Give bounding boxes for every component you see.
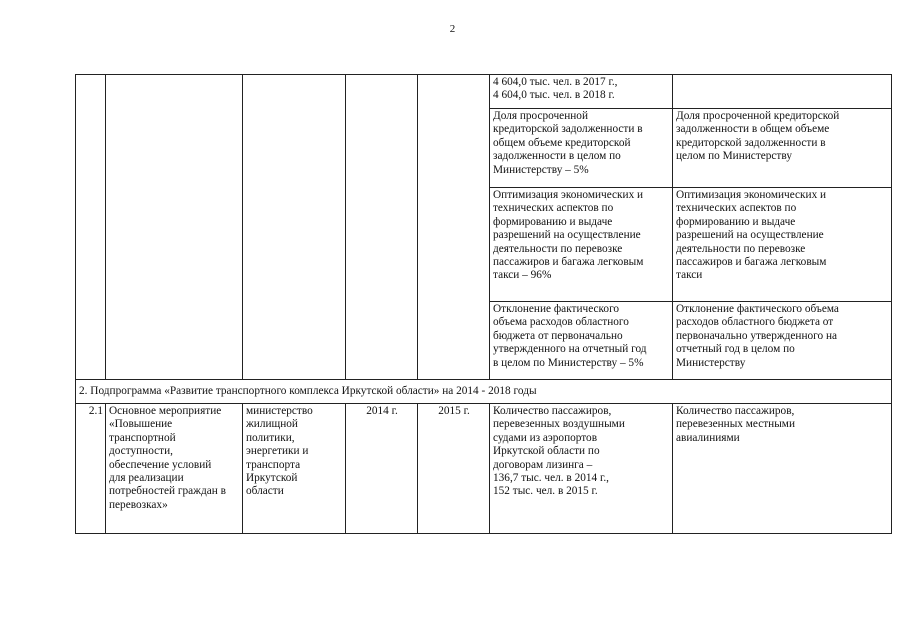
target-text: Оптимизация экономических и технических аспектов по формированию и выдаче разрешений на осуществление деятельности по перевозке пассажиров и багажа легковым такси – 96% [493,189,644,282]
subprogram-header: 2. Подпрограмма «Развитие транспортного комплекса Иркутской области» на 2014 - 2018 годы [76,380,892,404]
continuation-row [76,75,892,109]
page-number: 2 [449,23,456,35]
measure-end-year: 2015 г. [418,404,490,534]
measure-target-cell [490,404,673,534]
target-cell [490,188,673,302]
target-cell-continuation [490,75,673,109]
start-cell-empty [346,75,418,380]
measure-indicator: Количество пассажиров, перевезенных местными авиалиниями [676,405,795,444]
measure-start-year: 2014 г. [346,404,418,534]
measure-executor: министерство жилищной политики, энергетики и транспорта Иркутской области [246,405,313,498]
target-text: 4 604,0 тыс. чел. в 2017 г., 4 604,0 тыс. чел. в 2018 г. [493,76,618,102]
end-cell-empty [418,75,490,380]
indicator-cell [673,188,892,302]
measure-name-cell [106,404,243,534]
measure-executor-cell [243,404,346,534]
measure-number: 2.1 [76,404,106,534]
indicator-text: Оптимизация экономических и технических аспектов по формированию и выдаче разрешений на осуществление деятельности по перевозке пассажиров и багажа легковым такси [676,189,827,282]
indicator-text: Отклонение фактического объема расходов областного бюджета от первоначально утвержденного на отчетный год в целом по Министерству [676,303,839,369]
measure-target: Количество пассажиров, перевезенных воздушными судами из аэропортов Иркутской области по договорам лизинга – 136,7 тыс. чел. в 2014 г., 152 тыс. чел. в 2015 г. [493,405,625,498]
executor-cell-empty [243,75,346,380]
measure-row [76,404,892,534]
number-cell-empty [76,75,106,380]
target-text: Отклонение фактического объема расходов областного бюджета от первоначально утвержденного на отчетный год в целом по Министерству – 5% [493,303,647,369]
indicator-cell-continuation [673,75,892,109]
measure-name: Основное мероприятие «Повышение транспортной доступности, обеспечение условий для реализации потребностей граждан в перевозках» [109,405,226,511]
measure-name-cell-empty [106,75,243,380]
indicator-cell [673,109,892,188]
indicator-text: Доля просроченной кредиторской задолженности в общем объеме кредиторской задолженности в целом по Министерству [676,110,840,163]
target-cell [490,302,673,380]
program-table [75,74,892,534]
indicator-cell [673,302,892,380]
target-text: Доля просроченной кредиторской задолженности в общем объеме кредиторской задолженности в целом по Министерству – 5% [493,110,643,176]
measure-indicator-cell [673,404,892,534]
subprogram-header-row [76,380,892,404]
target-cell [490,109,673,188]
